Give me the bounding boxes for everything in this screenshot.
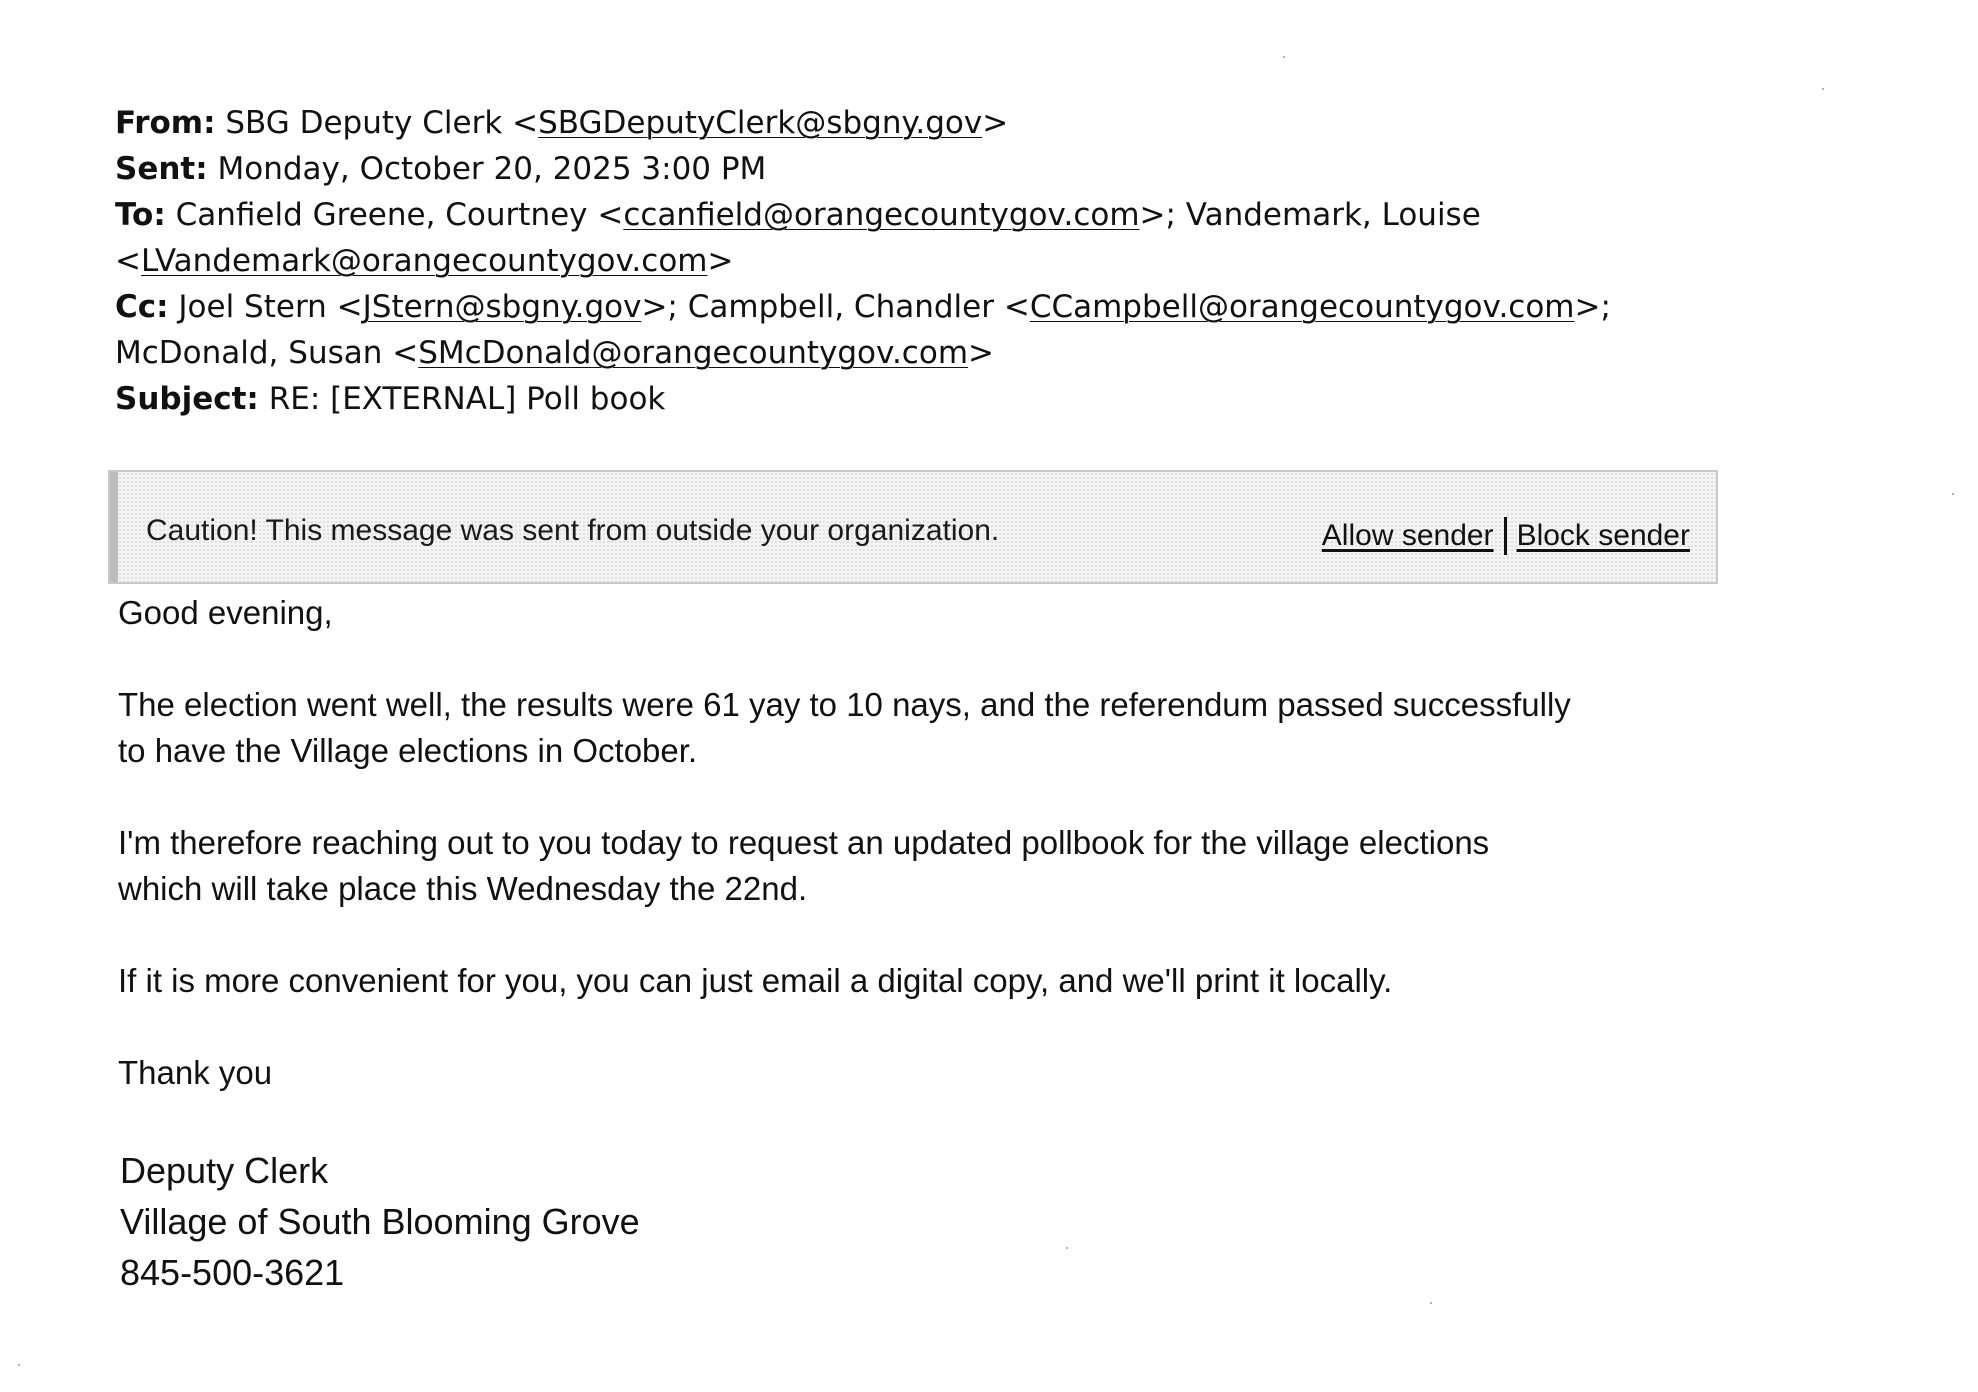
scan-speck	[1822, 88, 1824, 90]
cc-name-1: Joel Stern <	[168, 289, 363, 325]
cc-label: Cc:	[115, 289, 169, 325]
action-divider	[1504, 517, 1507, 555]
signature-org: Village of South Blooming Grove	[120, 1201, 640, 1242]
subject-label: Subject:	[115, 381, 259, 417]
signature-title: Deputy Clerk	[120, 1150, 329, 1191]
external-caution-banner	[108, 470, 1718, 584]
signature	[120, 1145, 640, 1298]
cc-name-3: McDonald, Susan <	[115, 335, 419, 371]
to-line	[115, 192, 1635, 238]
cc-line-continued	[115, 330, 1635, 376]
scan-speck	[1066, 1247, 1068, 1249]
from-name: SBG Deputy Clerk <	[215, 105, 539, 141]
from-email-link[interactable]: SBGDeputyClerk@sbgny.gov	[538, 105, 983, 141]
caution-text: Caution! This message was sent from outside your organization.	[146, 514, 1000, 547]
to-open-2: <	[115, 243, 141, 279]
greeting: Good evening,	[118, 594, 333, 631]
sent-label: Sent:	[115, 151, 208, 187]
subject-line	[115, 376, 1635, 422]
paragraph-request-line-1: I'm therefore reaching out to you today to request an updated pollbook for the village elections	[118, 824, 1490, 861]
sent-value: Monday, October 20, 2025 3:00 PM	[207, 151, 767, 187]
to-line-continued	[115, 238, 1635, 284]
to-email-link-2[interactable]: LVandemark@orangecountygov.com	[140, 243, 708, 279]
scan-speck	[18, 1364, 20, 1366]
cc-line	[115, 284, 1635, 330]
signature-phone: 845-500-3621	[120, 1252, 345, 1293]
cc-close-3: >	[968, 335, 994, 371]
email-header	[115, 100, 1635, 422]
to-name-1: Canfield Greene, Courtney <	[165, 197, 624, 233]
paragraph-results	[118, 682, 1738, 774]
from-line	[115, 100, 1635, 146]
thanks: Thank you	[118, 1054, 273, 1091]
to-separator: >; Vandemark, Louise	[1139, 197, 1481, 233]
paragraph-digital-copy: If it is more convenient for you, you can just email a digital copy, and we'll print it locally.	[118, 962, 1393, 999]
allow-sender-link[interactable]: Allow sender	[1321, 519, 1494, 552]
email-body	[118, 590, 1738, 1142]
paragraph-results-line-1: The election went well, the results were 61 yay to 10 nays, and the referendum passed successfully	[118, 686, 1571, 723]
subject-value: RE: [EXTERNAL] Poll book	[258, 381, 666, 417]
cc-email-link-3[interactable]: SMcDonald@orangecountygov.com	[418, 335, 969, 371]
cc-separator-2: >;	[1574, 289, 1611, 325]
to-close-2: >	[707, 243, 734, 279]
paragraph-request	[118, 820, 1738, 912]
to-label: To:	[115, 197, 166, 233]
block-sender-link[interactable]: Block sender	[1516, 519, 1690, 552]
scan-speck	[1430, 1302, 1432, 1304]
to-email-link-1[interactable]: ccanfield@orangecountygov.com	[623, 197, 1140, 233]
from-close: >	[982, 105, 1009, 141]
scan-speck	[1952, 493, 1954, 495]
paragraph-results-line-2: to have the Village elections in October.	[118, 732, 698, 769]
cc-email-link-2[interactable]: CCampbell@orangecountygov.com	[1029, 289, 1575, 325]
scan-speck	[1283, 56, 1285, 58]
banner-stripe	[110, 472, 118, 582]
paragraph-request-line-2: which will take place this Wednesday the 22nd.	[118, 870, 808, 907]
sent-line	[115, 146, 1635, 192]
cc-separator-1: >; Campbell, Chandler <	[641, 289, 1030, 325]
from-label: From:	[115, 105, 216, 141]
banner-actions	[1322, 517, 1690, 555]
cc-email-link-1[interactable]: JStern@sbgny.gov	[362, 289, 642, 325]
